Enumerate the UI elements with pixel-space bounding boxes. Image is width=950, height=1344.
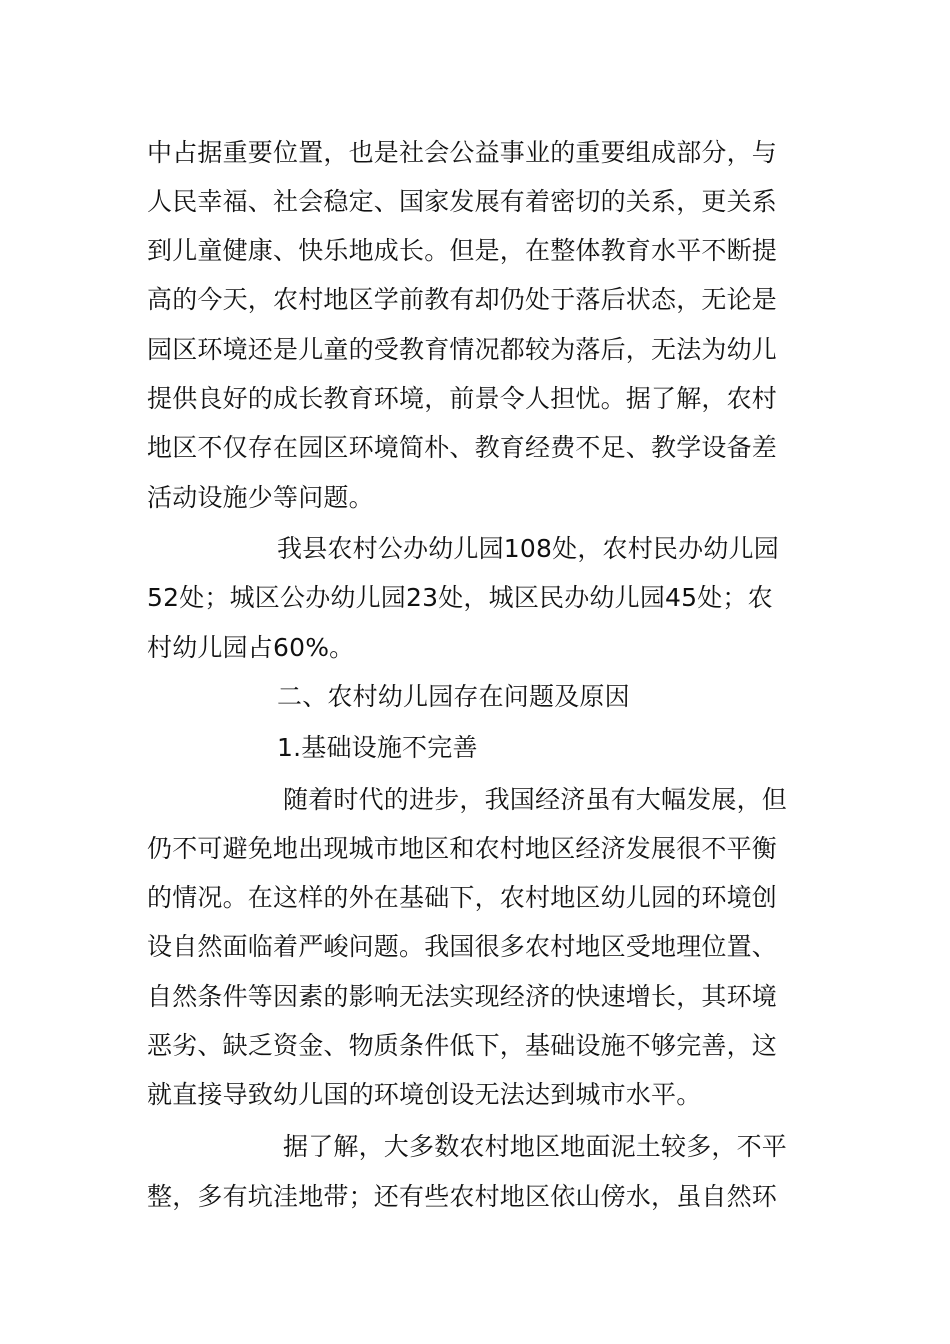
section-heading: 二、农村幼儿园存在问题及原因 [277, 682, 630, 711]
text-line: 活动设施少等问题。 [147, 483, 374, 512]
text-line: 整，多有坑洼地带；还有些农村地区依山傍水，虽自然环 [147, 1182, 778, 1211]
text-line: 的情况。在这样的外在基础下，农村地区幼儿园的环境创 [147, 883, 778, 912]
text-line: 提供良好的成长教育环境，前景令人担忧。据了解，农村 [147, 384, 778, 413]
text-line: 高的今天，农村地区学前教有却仍处于落后状态，无论是 [147, 285, 778, 314]
text-line: 人民幸福、社会稳定、国家发展有着密切的关系，更关系 [147, 187, 778, 216]
text-line: 随着时代的进步，我国经济虽有大幅发展，但 [283, 785, 788, 814]
text-line: 设自然面临着严峻问题。我国很多农村地区受地理位置、 [147, 932, 778, 961]
text-line: 地区不仅存在园区环境简朴、教育经费不足、教学设备差 [147, 433, 778, 462]
text-line: 就直接导致幼儿国的环境创设无法达到城市水平。 [147, 1080, 702, 1109]
text-line: 中占据重要位置，也是社会公益事业的重要组成部分，与 [147, 138, 778, 167]
text-line: 园区环境还是儿童的受教育情况都较为落后，无法为幼儿 [147, 335, 778, 364]
text-line: 据了解，大多数农村地区地面泥土较多，不平 [283, 1132, 788, 1161]
text-line: 村幼儿园占60%。 [147, 633, 355, 662]
subsection-heading: 1.基础设施不完善 [277, 733, 478, 762]
text-line: 到儿童健康、快乐地成长。但是，在整体教育水平不断提 [147, 236, 778, 265]
text-line: 52处；城区公办幼儿园23处，城区民办幼儿园45处；农 [147, 583, 773, 612]
text-line: 自然条件等因素的影响无法实现经济的快速增长，其环境 [147, 982, 778, 1011]
text-line: 仍不可避免地出现城市地区和农村地区经济发展很不平衡 [147, 834, 778, 863]
text-line: 恶劣、缺乏资金、物质条件低下，基础设施不够完善，这 [147, 1031, 778, 1060]
text-line: 我县农村公办幼儿园108处，农村民办幼儿园 [277, 534, 779, 563]
